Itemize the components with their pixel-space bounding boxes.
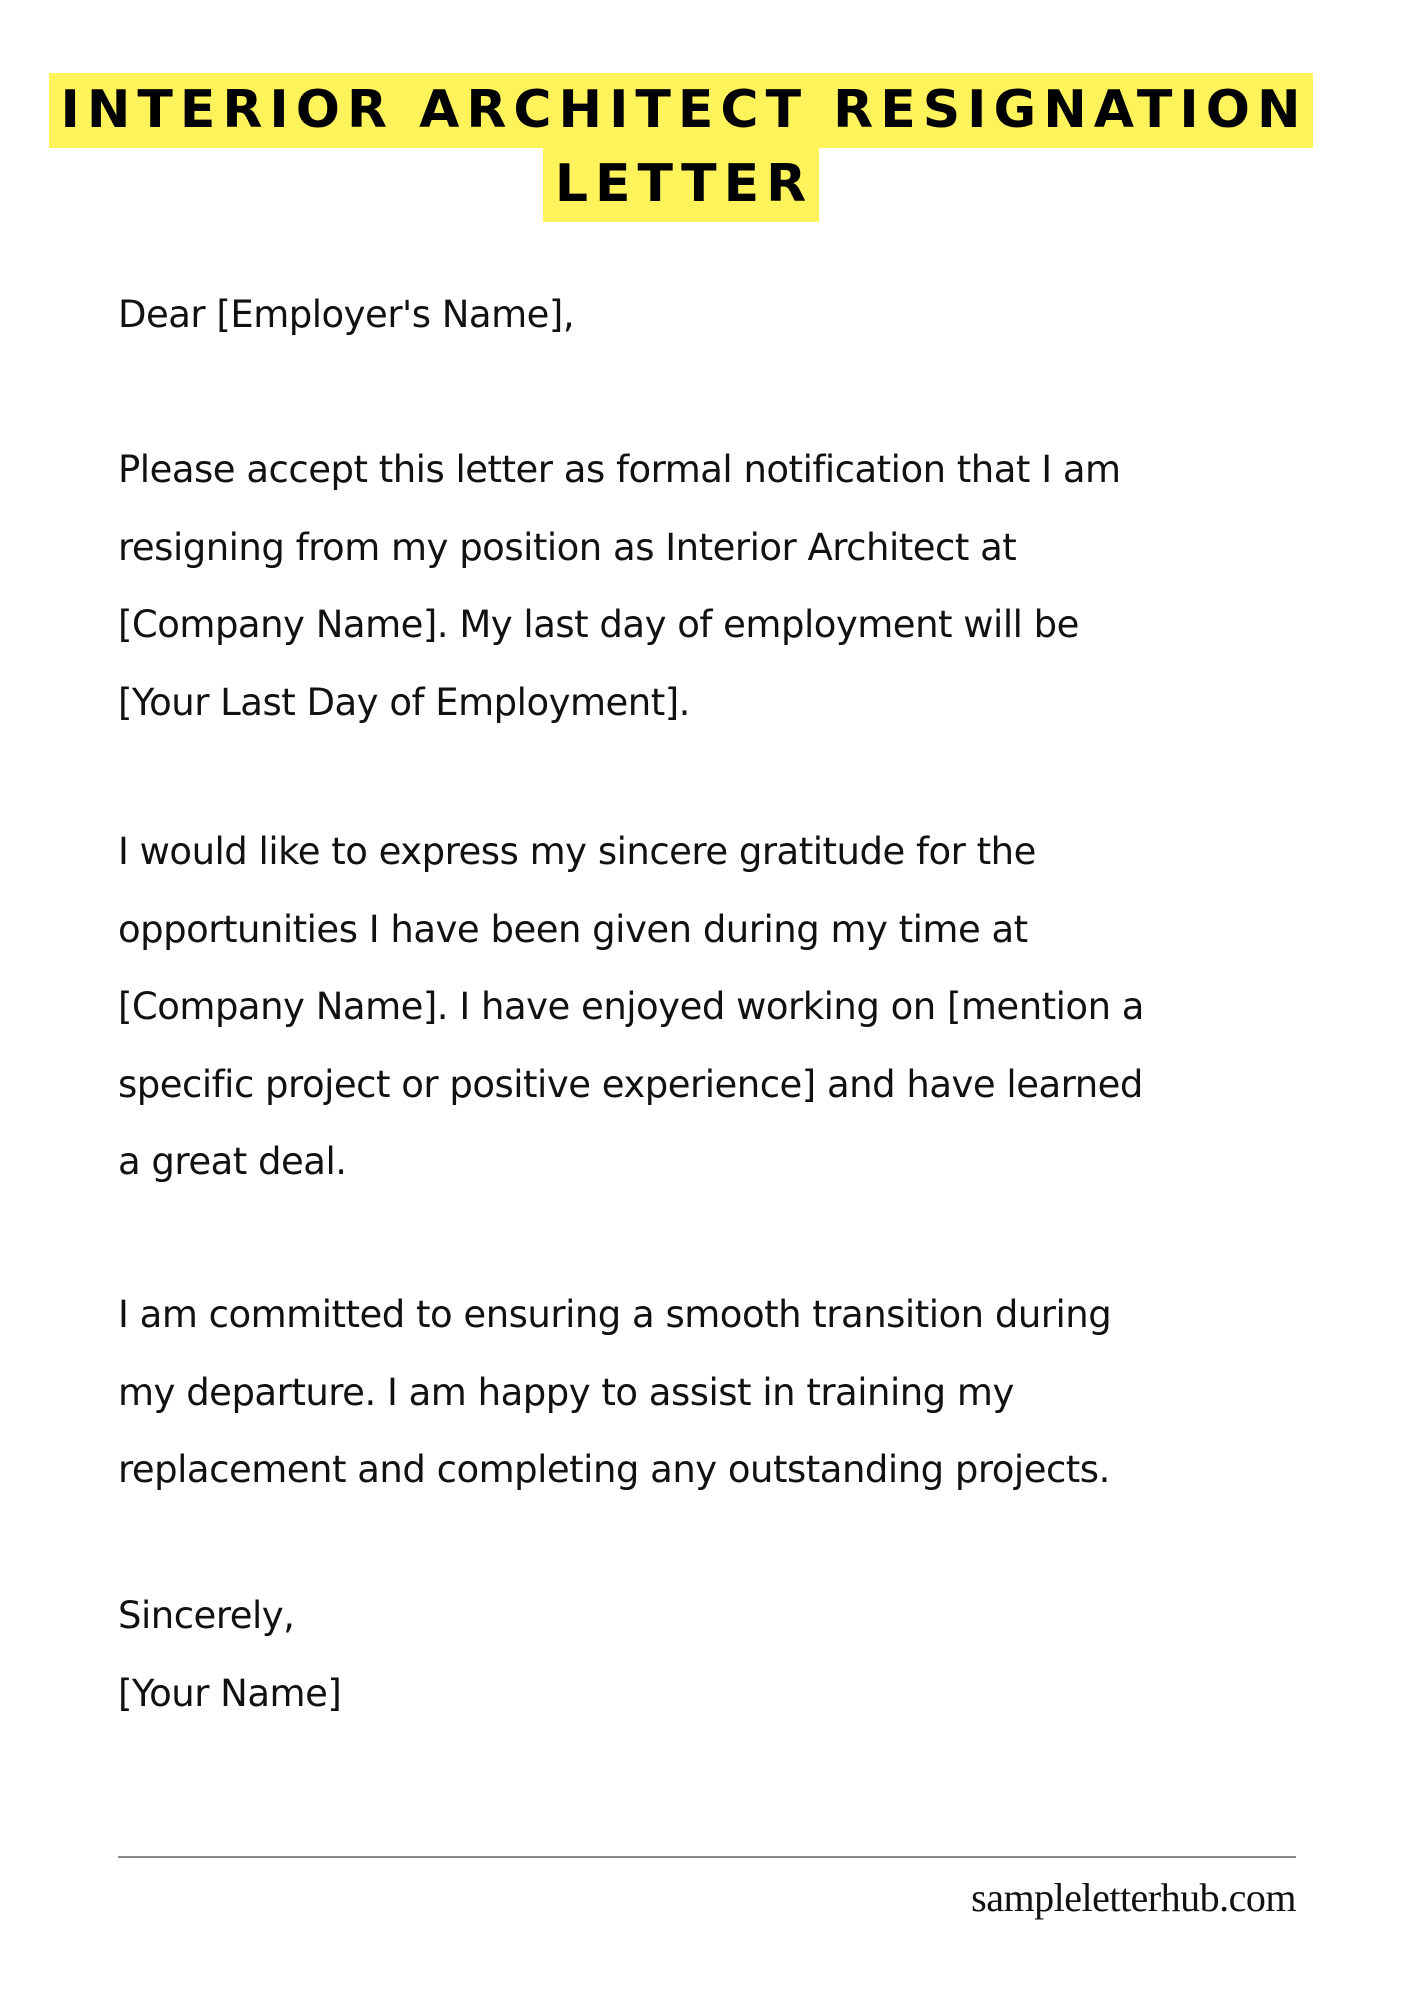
footer-site: sampleletterhub.com [971,1875,1296,1920]
paragraph-line: [Your Last Day of Employment]. [118,680,690,724]
paragraph-3 [118,1276,1338,1509]
paragraph-line: [Company Name]. My last day of employment will be [118,603,1079,646]
closing-block [118,1577,1338,1732]
title-line-2: LETTER [543,147,819,222]
paragraph-line: I am committed to ensuring a smooth transition during [118,1293,1112,1336]
paragraph-line: replacement and completing any outstanding projects. [118,1448,1110,1491]
salutation: Dear [Employer's Name], [118,293,575,336]
paragraph-line: [Company Name]. I have enjoyed working on [mention a [118,985,1144,1028]
title-line-1: INTERIOR ARCHITECT RESIGNATION [49,73,1314,148]
footer-divider [118,1856,1296,1858]
paragraph-line: specific project or positive experience] and have learned [118,1062,1143,1106]
paragraph-line: a great deal. [118,1140,347,1183]
paragraph-line: my departure. I am happy to assist in training my [118,1370,1014,1414]
signature: [Your Name] [118,1671,342,1715]
paragraph-line: opportunities I have been given during my time at [118,907,1028,951]
paragraph-line: Please accept this letter as formal notification that I am [118,448,1121,491]
salutation-block [118,276,1338,354]
paragraph-2 [118,813,1338,1201]
paragraph-line: resigning from my position as Interior Architect at [118,525,1017,569]
closing: Sincerely, [118,1594,295,1637]
paragraph-1 [118,431,1338,741]
paragraph-line: I would like to express my sincere gratitude for the [118,830,1036,873]
page-title [0,73,1362,222]
